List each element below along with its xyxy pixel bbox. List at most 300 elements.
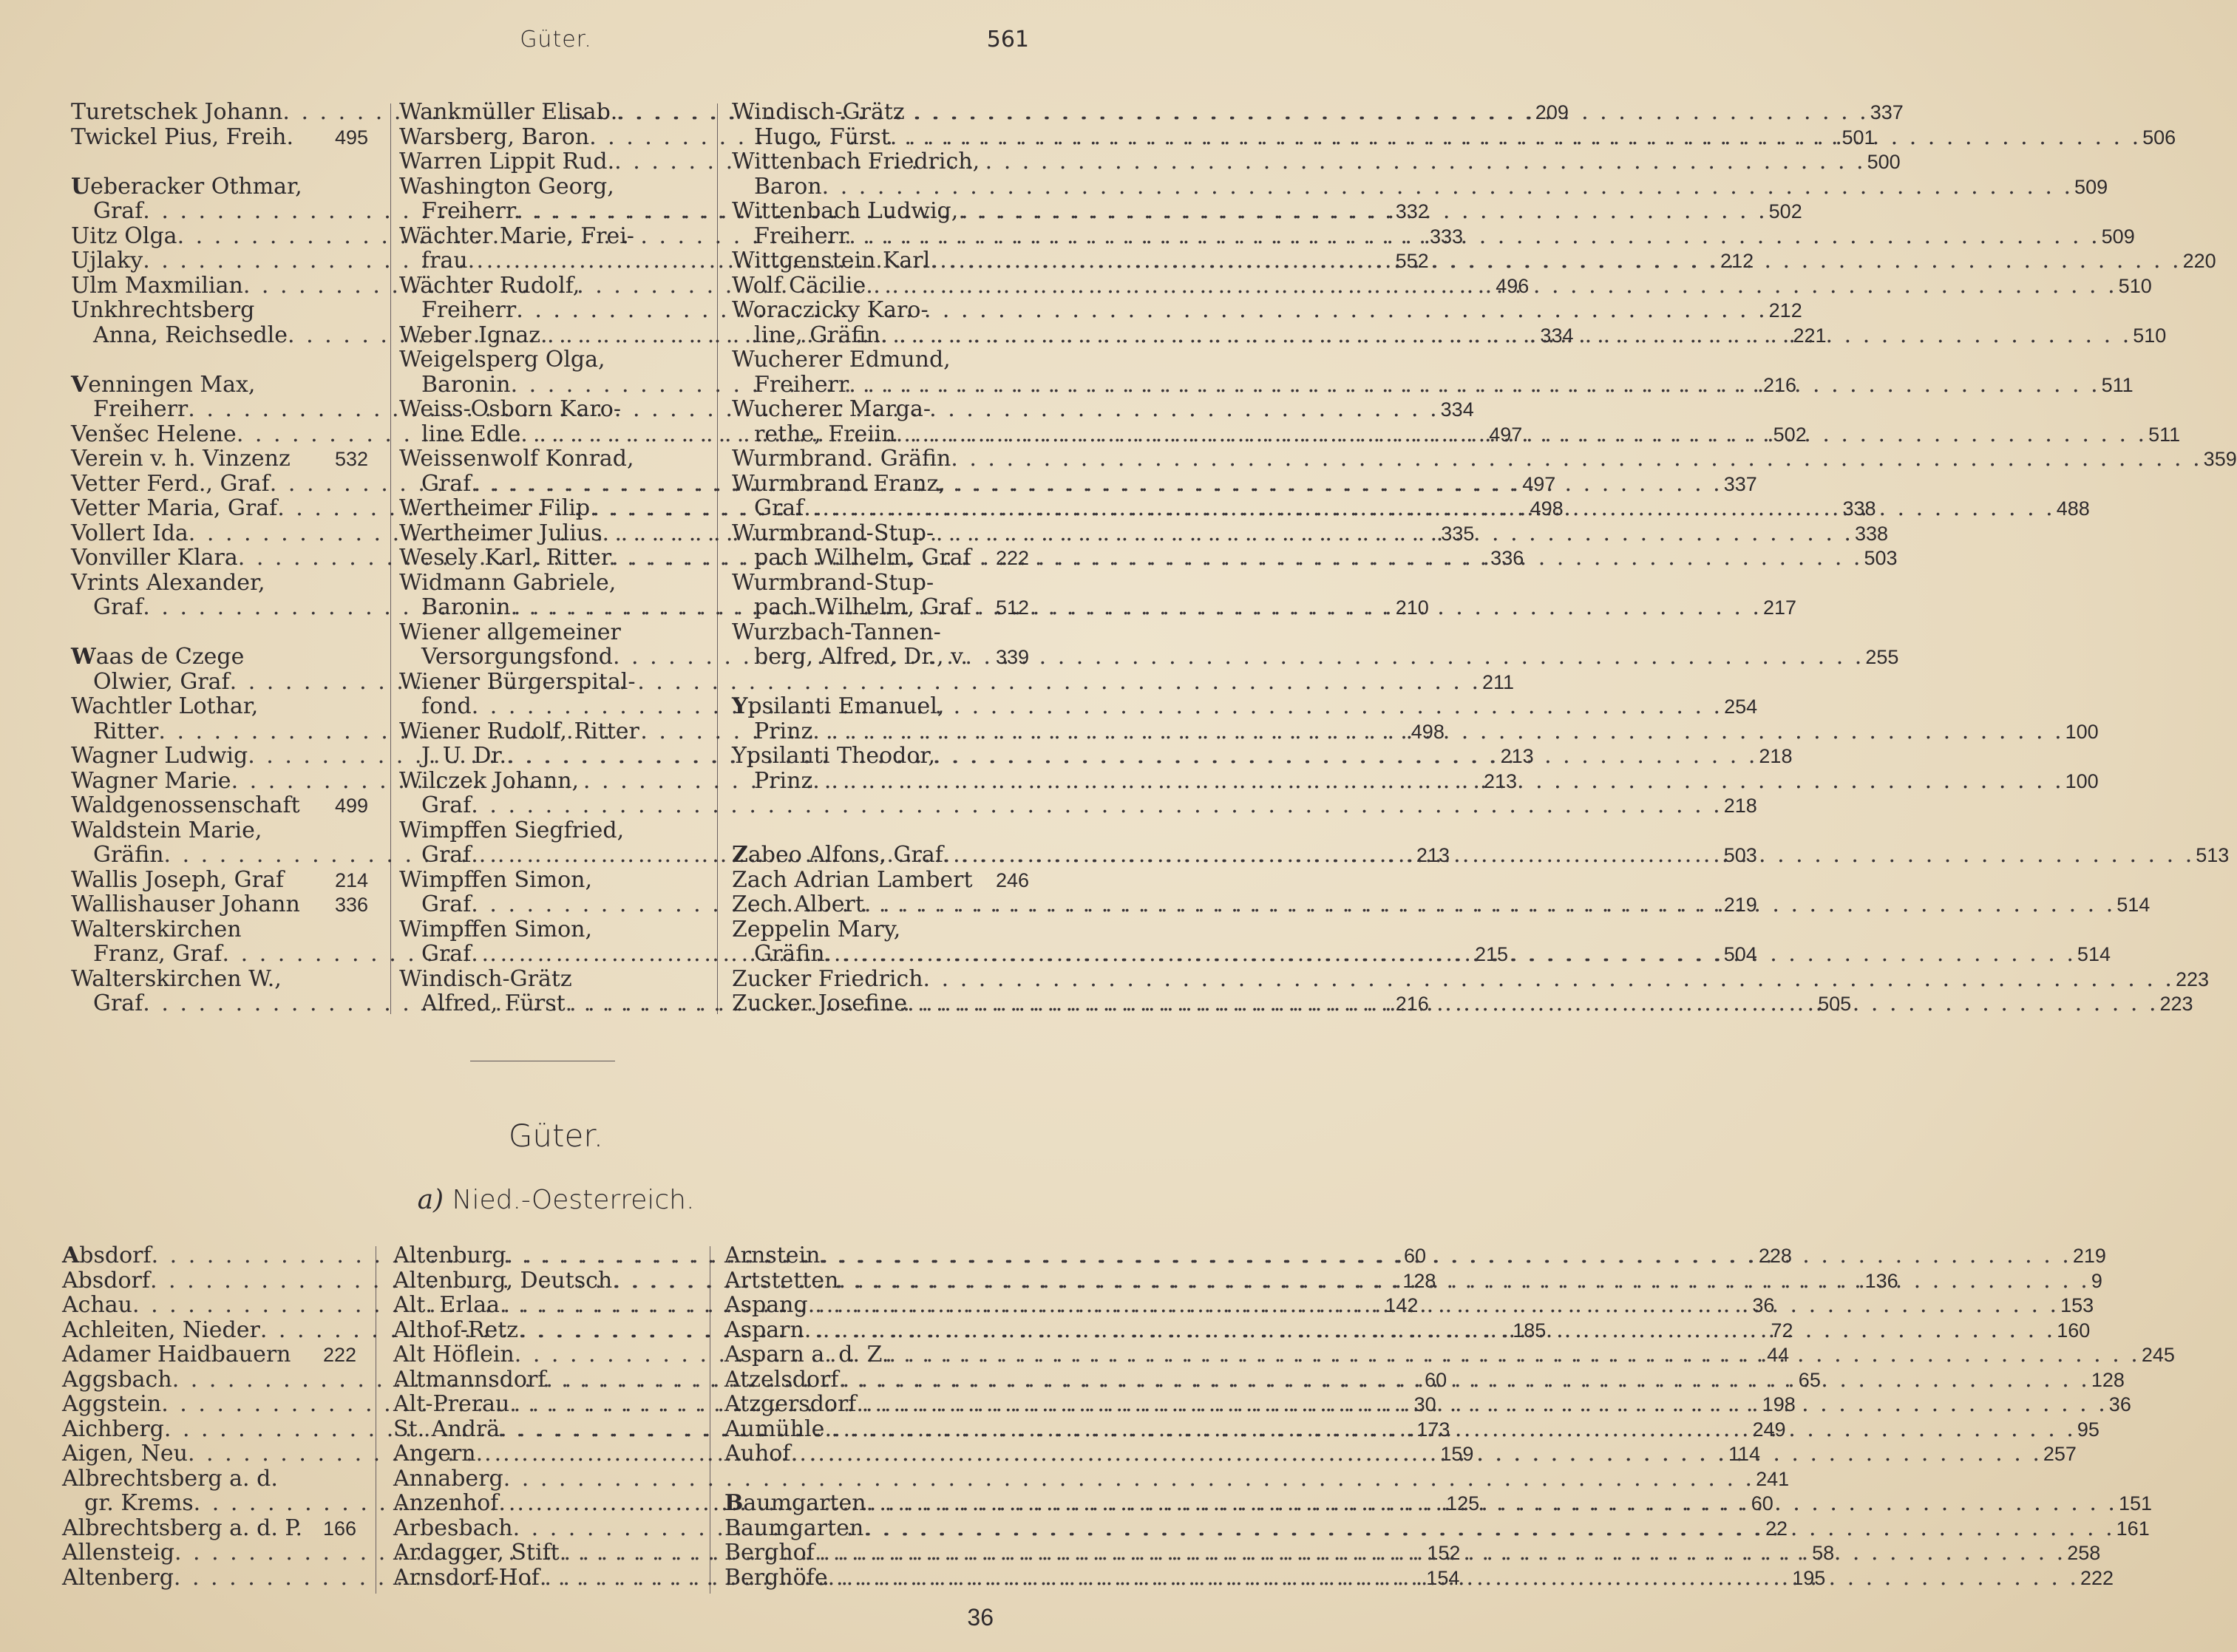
- entry-name: Waas de Czege: [71, 644, 245, 670]
- entry-name: Walterskirchen W.,: [71, 965, 282, 992]
- entry-name: Hugo, Fürst: [754, 123, 890, 150]
- entry-page: 514: [2117, 894, 2151, 916]
- index-entry: [71, 298, 368, 323]
- leader-dots: [849, 224, 2099, 249]
- leader-dots: [804, 496, 2054, 521]
- entry-name: Wimpffen Simon,: [399, 866, 592, 893]
- entry-name: Windisch-Grätz: [399, 965, 572, 992]
- entry-page: 60: [1403, 1245, 1427, 1267]
- entry-page: 160: [2057, 1319, 2091, 1342]
- leader-dots: [943, 843, 2194, 868]
- entry-name: Zeppelin Mary,: [732, 916, 901, 942]
- entry-name: Warsberg, Baron: [399, 123, 590, 150]
- entry-name: Wimpffen Simon,: [399, 916, 592, 942]
- entry-name: Prinz: [754, 718, 813, 744]
- entry-page: 221: [1793, 324, 1827, 347]
- entry-initial: Y: [732, 693, 748, 719]
- index-entry: [732, 173, 2108, 200]
- index-entry: [71, 818, 368, 843]
- entry-page: 22: [1765, 1517, 1788, 1540]
- index-entry: [732, 298, 1029, 323]
- entry-page: 497: [1522, 472, 1556, 495]
- entry-page: 552: [1395, 250, 1429, 272]
- index-entry: [71, 645, 368, 670]
- entry-name: fond: [421, 693, 472, 719]
- entry-name: Angern: [393, 1441, 476, 1466]
- leader-dots: [516, 199, 1767, 224]
- entry-page: 100: [2065, 769, 2099, 792]
- leader-dots: [838, 1367, 2089, 1393]
- entry-name: Zucker Josefine: [732, 990, 908, 1016]
- entry-page: 228: [1758, 1245, 1792, 1267]
- index-entry: [732, 199, 1029, 224]
- entry-page: 495: [334, 126, 368, 149]
- index-spacer: [732, 670, 1029, 695]
- entry-name: Berghöfe: [724, 1564, 828, 1591]
- index-entry: [399, 571, 701, 596]
- entry-initial: V: [71, 371, 89, 398]
- entry-name: Wurmbrand. Gräfin: [732, 446, 951, 472]
- entry-name: Aggstein: [62, 1391, 162, 1417]
- entry-page: 501: [1841, 126, 1876, 149]
- entry-name: Ulm Maxmilian: [71, 272, 243, 299]
- entry-name: Altenberg: [62, 1564, 174, 1591]
- entry-page: 219: [1723, 894, 1757, 916]
- section-subtitle-text: Nied.-Oesterreich.: [452, 1185, 695, 1215]
- entry-name: Achau: [62, 1292, 132, 1318]
- entry-page: 36: [1752, 1294, 1775, 1316]
- entry-page: 142: [1385, 1294, 1419, 1316]
- entry-page: 499: [334, 795, 368, 817]
- leader-dots: [503, 1466, 1754, 1492]
- entry-name: Vetter Ferd., Graf: [71, 470, 270, 497]
- entry-page: 498: [1530, 497, 1564, 520]
- entry-name: Wiener allgemeiner: [399, 619, 621, 645]
- entry-initial: W: [71, 644, 96, 670]
- entry-name: Althof-Retz: [393, 1316, 519, 1343]
- entry-page: 359: [2203, 448, 2237, 470]
- leader-dots: [471, 793, 1722, 818]
- entry-page: 211: [1482, 670, 1515, 693]
- entry-page: 513: [2196, 844, 2230, 866]
- entry-name: Widmann Gabriele,: [399, 569, 617, 596]
- entry-name: Wankmüller Elisab.: [399, 99, 618, 125]
- entry-page: 257: [2043, 1443, 2077, 1465]
- entry-name: Vollert Ida: [71, 520, 189, 546]
- entry-page: 60: [1425, 1368, 1447, 1391]
- entry-name: berg, Alfred, Dr., v.: [754, 644, 968, 670]
- entry-name: Auhof: [724, 1441, 791, 1466]
- entry-name: Unkhrechtsberg: [71, 297, 255, 323]
- entry-name: Arbesbach: [393, 1515, 513, 1541]
- section-subtitle-letter: a): [417, 1185, 444, 1215]
- entry-page: 9: [2091, 1269, 2102, 1292]
- entry-page: 128: [2091, 1368, 2125, 1391]
- entry-name: Wallishauser Johann: [71, 891, 300, 917]
- leader-dots: [896, 422, 2147, 447]
- entry-name: Waldstein Marie,: [71, 817, 262, 843]
- index-entry: [399, 769, 701, 794]
- entry-name: Aggsbach: [62, 1366, 172, 1393]
- entry-name: Woraczicky Karo-: [732, 297, 929, 323]
- entry-name: Freiherr: [754, 222, 849, 249]
- index-entry: [732, 694, 1029, 719]
- entry-name: Graf: [93, 594, 143, 620]
- index-entry: [399, 620, 701, 645]
- entry-name: Graf: [421, 941, 472, 967]
- entry-name: line Edle: [421, 421, 521, 447]
- entry-name: Venningen Max,: [71, 371, 256, 398]
- entry-name: Wagner Marie: [71, 767, 231, 794]
- index-entry: [71, 892, 368, 917]
- entry-page: 159: [1440, 1443, 1474, 1465]
- index-entry: [71, 967, 368, 992]
- entry-name: Artstetten: [724, 1267, 839, 1294]
- entry-name: Baumgarten: [724, 1515, 864, 1541]
- entry-name: pach Wilhelm, Graf: [754, 594, 971, 620]
- entry-page: 173: [1416, 1418, 1450, 1441]
- entry-name: Gräfin: [93, 842, 164, 868]
- entry-name: Anna, Reichsedle: [93, 322, 288, 348]
- entry-name: Twickel Pius, Freih.: [71, 123, 294, 150]
- entry-name: Anzenhof: [393, 1490, 499, 1516]
- entry-name: Wiener Rudolf, Ritter: [399, 718, 639, 744]
- entry-page: 502: [1773, 423, 1807, 446]
- leader-dots: [824, 1417, 2075, 1442]
- entry-name: Ujlaky: [71, 248, 143, 273]
- index-spacer: [71, 620, 368, 645]
- index-entry: [393, 1465, 1790, 1492]
- entry-name: Versorgungsfond: [421, 644, 613, 670]
- leader-dots: [790, 1441, 2041, 1466]
- entry-page: 503: [1723, 844, 1757, 866]
- entry-page: 258: [2067, 1542, 2101, 1564]
- entry-page: 512: [995, 596, 1029, 619]
- entry-page: 198: [1762, 1393, 1796, 1415]
- index-entry: [399, 818, 701, 843]
- index-entry: [732, 149, 1029, 174]
- leader-dots: [506, 744, 1757, 769]
- entry-name: Aichberg: [62, 1415, 164, 1442]
- entry-name: Altmannsdorf: [393, 1366, 546, 1393]
- leader-dots: [907, 991, 2158, 1016]
- index-spacer: [724, 1466, 1020, 1492]
- entry-page: 185: [1513, 1319, 1547, 1342]
- index-spacer: [732, 793, 1029, 818]
- entry-name: Olwier, Graf: [93, 668, 230, 695]
- entry-name: Altenburg: [393, 1243, 506, 1268]
- entry-page: 65: [1798, 1368, 1821, 1391]
- entry-name: Wimpffen Siegfried,: [399, 817, 625, 843]
- entry-page: 223: [2175, 968, 2209, 990]
- entry-name: Wächter Rudolf,: [399, 272, 580, 299]
- entry-name: pach Wilhelm, Graf: [754, 545, 971, 571]
- entry-page: 333: [1429, 225, 1464, 248]
- entry-name: Arnstein: [724, 1243, 821, 1268]
- entry-page: 498: [1411, 720, 1445, 743]
- entry-name: Arnsdorf-Hof: [393, 1564, 540, 1591]
- entry-page: 336: [1490, 547, 1524, 569]
- entry-page: 215: [1474, 943, 1508, 965]
- entry-page: 511: [2101, 373, 2134, 396]
- entry-name: St. Andrä: [393, 1415, 500, 1442]
- entry-page: 255: [1865, 646, 1899, 668]
- index-entry: [732, 571, 1029, 596]
- leader-dots: [951, 446, 2202, 472]
- index-entry: [732, 397, 1029, 422]
- entry-page: 195: [1792, 1566, 1826, 1589]
- index-entry: [71, 125, 368, 150]
- leader-dots: [866, 273, 2117, 299]
- entry-initial: A: [62, 1243, 80, 1268]
- entry-name: Aumühle: [724, 1415, 825, 1442]
- leader-dots: [890, 125, 2141, 150]
- entry-name: Weigelsperg Olga,: [399, 347, 605, 373]
- entry-name: Wallis Joseph, Graf: [71, 866, 284, 893]
- entry-name: Weiss-Osborn Karo-: [399, 396, 621, 422]
- entry-name: Franz, Graf: [93, 941, 223, 967]
- entry-name: Wachtler Lothar,: [71, 693, 259, 719]
- entry-name: Graf: [421, 891, 472, 917]
- index-entry: [732, 347, 1029, 373]
- section-subtitle: [0, 1185, 1112, 1215]
- entry-name: Wurmbrand Franz,: [732, 470, 946, 497]
- index-entry: [732, 645, 1029, 670]
- entry-name: Ypsilanti Theodor,: [732, 743, 935, 769]
- entry-page: 125: [1446, 1492, 1480, 1515]
- entry-name: Berghof: [724, 1540, 815, 1566]
- entry-name: Achleiten, Nieder: [62, 1316, 260, 1343]
- entry-page: 504: [1723, 943, 1757, 965]
- index-entry: [62, 1342, 356, 1367]
- entry-name: Gräfin: [754, 941, 825, 967]
- entry-name: Absdorf: [62, 1267, 150, 1294]
- entry-name: Wertheimer Filip: [399, 495, 591, 521]
- entry-name: Wittenbach Friedrich,: [732, 149, 980, 174]
- entry-page: 254: [1724, 696, 1758, 718]
- entry-name: Wucherer Edmund,: [732, 347, 951, 373]
- entry-name: Wesely Karl, Ritter: [399, 545, 612, 571]
- leader-dots: [923, 967, 2174, 992]
- entry-name: Uitz Olga: [71, 222, 177, 249]
- entry-page: 222: [322, 1344, 356, 1366]
- entry-name: Zucker Friedrich: [732, 965, 923, 992]
- entry-name: Zabeo Alfons, Graf: [732, 842, 943, 868]
- entry-name: Zech Albert: [732, 891, 864, 917]
- entry-name: Vrints Alexander,: [71, 569, 265, 596]
- entry-name: Baronin: [421, 371, 511, 398]
- entry-page: 222: [995, 547, 1029, 569]
- entry-page: 128: [1402, 1269, 1436, 1292]
- entry-name: Albrechtsberg a. d.: [62, 1465, 278, 1492]
- entry-page: 337: [1723, 472, 1757, 495]
- entry-name: Ardagger, Stift: [393, 1540, 560, 1566]
- entry-name: Asparn: [724, 1316, 804, 1343]
- entry-page: 136: [1864, 1269, 1898, 1292]
- entry-name: J. U. Dr.: [421, 743, 507, 769]
- entry-page: 114: [1728, 1443, 1761, 1465]
- index-entry: [71, 446, 368, 472]
- entry-name: Walterskirchen: [71, 916, 242, 942]
- entry-name: Absdorf: [62, 1243, 152, 1268]
- entry-page: 339: [995, 646, 1029, 668]
- leader-dots: [838, 1268, 2089, 1294]
- entry-page: 218: [1759, 745, 1793, 767]
- entry-name: Wurmbrand-Stup-: [732, 569, 934, 596]
- leader-dots: [822, 174, 2073, 200]
- index-entry: [732, 545, 1029, 571]
- entry-page: 336: [334, 894, 368, 916]
- leader-dots: [856, 1392, 2107, 1417]
- entry-page: 216: [1395, 993, 1429, 1015]
- entry-name: Waldgenossenschaft: [71, 792, 300, 818]
- entry-name: Wittenbach Ludwig,: [732, 198, 959, 224]
- entry-page: 217: [1762, 596, 1797, 619]
- index-entry: [732, 620, 1029, 645]
- entry-page: 222: [2080, 1566, 2114, 1589]
- entry-page: 213: [1483, 769, 1518, 792]
- entry-name: Alt-Prerau: [393, 1391, 510, 1417]
- entry-name: Windisch-Grätz: [732, 99, 905, 125]
- entry-page: 241: [1756, 1467, 1790, 1490]
- entry-name: Wertheimer Julius: [399, 520, 602, 546]
- entry-page: 338: [1854, 522, 1888, 545]
- entry-name: Wilczek Johann,: [399, 767, 580, 794]
- entry-page: 514: [2077, 943, 2111, 965]
- entry-page: 502: [1768, 200, 1802, 222]
- index-entry: [71, 868, 368, 893]
- index-entry: [71, 793, 368, 818]
- entry-page: 509: [2101, 225, 2135, 248]
- index-entry: [62, 1466, 356, 1492]
- leader-dots: [863, 1516, 2114, 1541]
- entry-name: Wurmbrand-Stup-: [732, 520, 934, 546]
- entry-page: 152: [1427, 1542, 1461, 1564]
- entry-page: 151: [2118, 1492, 2153, 1515]
- leader-dots: [812, 769, 2063, 794]
- entry-page: 246: [995, 869, 1029, 891]
- entry-name: Weber Ignaz: [399, 322, 541, 348]
- entry-name: Prinz: [754, 767, 813, 794]
- index-entry: [732, 521, 1029, 546]
- entry-page: 72: [1771, 1319, 1793, 1342]
- index-entry: [732, 446, 2237, 472]
- index-entry: [399, 347, 701, 373]
- entry-name: Freiherr: [421, 198, 517, 224]
- index-entry: [399, 446, 701, 472]
- entry-name: Wagner Ludwig: [71, 743, 248, 769]
- entry-page: 58: [1812, 1542, 1835, 1564]
- entry-page: 335: [1441, 522, 1475, 545]
- leader-dots: [808, 1293, 2059, 1318]
- entry-page: 100: [2065, 720, 2099, 743]
- index-entry: [399, 670, 701, 695]
- index-entry: [732, 965, 2209, 992]
- leader-dots: [866, 1491, 2117, 1516]
- entry-page: 161: [2116, 1517, 2150, 1540]
- entry-name: Baron: [754, 173, 822, 200]
- entry-page: 212: [1720, 250, 1754, 272]
- entry-name: Albrechtsberg a. d. P.: [62, 1515, 303, 1541]
- entry-name: Adamer Haidbauern: [62, 1342, 291, 1367]
- entry-name: Graf: [421, 792, 472, 818]
- index-entry: [71, 571, 368, 596]
- leader-dots: [880, 323, 2131, 348]
- leader-dots: [849, 373, 2099, 398]
- entry-name: Graf: [93, 990, 143, 1016]
- entry-name: Alfred, Fürst: [421, 990, 566, 1016]
- entry-page: 36: [2108, 1393, 2131, 1415]
- leader-dots: [864, 892, 2115, 917]
- entry-name: Turetschek Johann: [71, 99, 283, 125]
- entry-page: 30: [1413, 1393, 1436, 1415]
- entry-name: Asparn a. d. Z.: [724, 1342, 889, 1367]
- entry-page: 216: [1762, 373, 1797, 396]
- entry-page: 60: [1751, 1492, 1773, 1515]
- leader-dots: [930, 248, 2181, 273]
- index-entry: [399, 273, 701, 299]
- entry-name: Baumgarten: [724, 1490, 866, 1516]
- entry-name: Wittgenstein Karl: [732, 248, 931, 273]
- index-entry: [399, 792, 1757, 818]
- entry-page: 334: [1540, 324, 1574, 347]
- entry-name: Warren Lippit Rud.: [399, 149, 615, 174]
- entry-name: Graf: [754, 495, 804, 521]
- leader-dots: [889, 1342, 2139, 1367]
- entry-name: Wurzbach-Tannen-: [732, 619, 941, 645]
- page-number: 561: [986, 27, 1029, 52]
- entry-page: 510: [2118, 274, 2152, 297]
- entry-name: Wolf Cäcilie: [732, 272, 866, 299]
- entry-page: 332: [1395, 200, 1429, 222]
- index-entry: [732, 472, 1029, 497]
- leader-dots: [820, 1243, 2071, 1268]
- index-entry: [399, 397, 701, 422]
- entry-name: rethe, Freiin: [754, 421, 896, 447]
- entry-page: 223: [2159, 993, 2193, 1015]
- index-entry: [399, 967, 701, 992]
- index-spacer: [71, 149, 368, 174]
- index-entry: [62, 1516, 356, 1541]
- index-entry: [399, 174, 701, 200]
- index-entry: [732, 868, 1029, 893]
- entry-name: Graf: [421, 470, 472, 497]
- entry-page: 496: [1496, 274, 1530, 297]
- entry-page: 245: [2141, 1344, 2175, 1366]
- entry-page: 510: [2133, 324, 2167, 347]
- entry-name: Alt. Erlaa: [393, 1292, 500, 1318]
- entry-name: frau: [421, 248, 468, 273]
- leader-dots: [471, 472, 1722, 497]
- entry-name: Freiherr: [93, 396, 189, 422]
- entry-name: Alt Höflein: [393, 1342, 515, 1367]
- entry-name: Annaberg: [393, 1465, 503, 1492]
- entry-name: Graf: [421, 842, 472, 868]
- entry-page: 334: [1440, 398, 1474, 421]
- entry-name: Aspang: [724, 1292, 808, 1318]
- entry-name: Vetter Maria, Graf: [71, 495, 278, 521]
- entry-page: 532: [334, 448, 368, 470]
- entry-name: Aigen, Neu: [62, 1441, 188, 1466]
- entry-page: 488: [2056, 497, 2090, 520]
- entry-page: 210: [1395, 596, 1429, 619]
- page-header-title: Güter.: [520, 27, 592, 52]
- entry-name: Allensteig: [62, 1540, 174, 1566]
- entry-page: 249: [1752, 1418, 1786, 1441]
- entry-initial: Z: [732, 842, 748, 868]
- entry-name: Altenburg, Deutsch: [393, 1267, 613, 1294]
- leader-dots: [472, 694, 1722, 719]
